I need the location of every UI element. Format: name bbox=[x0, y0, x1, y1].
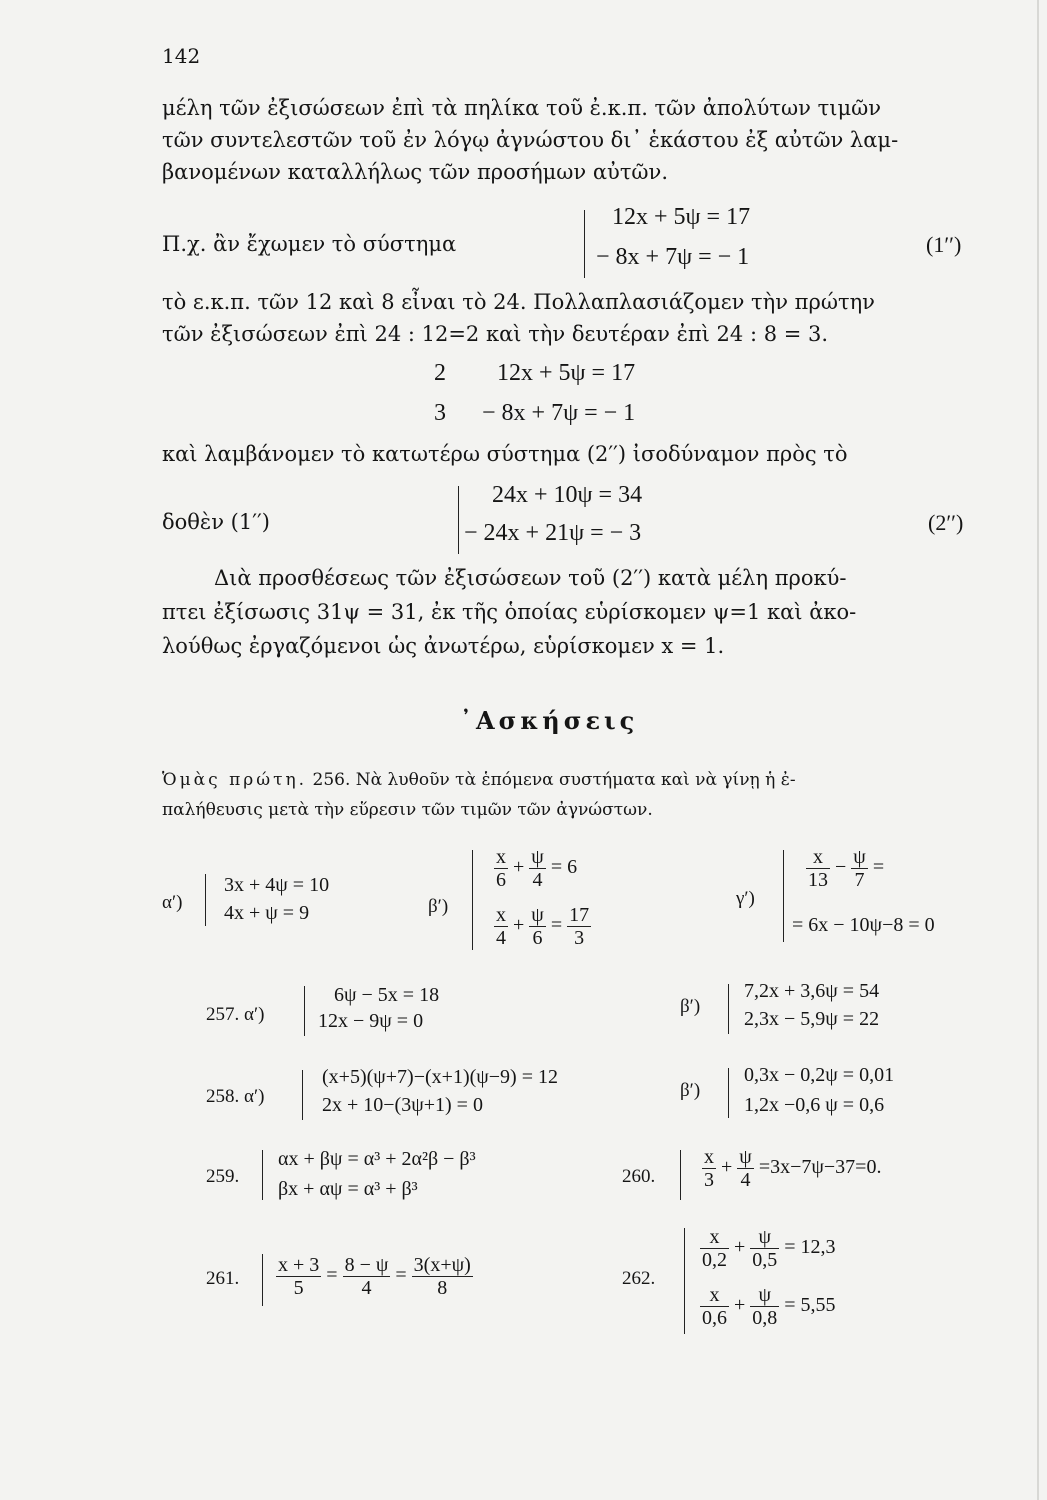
mult-eq-2: − 8x + 7ψ = − 1 bbox=[482, 400, 636, 426]
para4-line-3: λούθως ἐργαζόμενοι ὡς ἀνωτέρω, εὑρίσκομεν x = 1. bbox=[162, 634, 725, 658]
ex258-b-eq2: 1,2x −0,6 ψ = 0,6 bbox=[744, 1094, 885, 1116]
b2-den2: 6 bbox=[532, 927, 543, 949]
ex259-label: 259. bbox=[206, 1166, 240, 1187]
section-heading: ᾽Ασκήσεις bbox=[460, 706, 639, 735]
g1-num1: x bbox=[806, 846, 830, 869]
ex262-r1-n1: x bbox=[700, 1226, 729, 1249]
ex256-g-brace bbox=[783, 850, 784, 942]
ex256-b-brace bbox=[472, 850, 473, 950]
ex262-r2-d2: 0,8 bbox=[752, 1307, 778, 1329]
example2-label: δοθὲν (1′′) bbox=[162, 510, 270, 534]
g1-rhs: = bbox=[872, 856, 885, 879]
ex259-brace bbox=[262, 1150, 263, 1200]
group-lead: Ὁμὰς πρώτη. bbox=[162, 770, 308, 790]
group-line-1 bbox=[162, 770, 796, 790]
ex261-n3: 3(x+ψ) bbox=[413, 1254, 471, 1276]
ex261-eq: $\frac{x + 3}{5}$ = $\frac{8 - \psi}{4}$ = $\frac{3(x+\psi)}{8}$ bbox=[278, 1254, 471, 1299]
system-eq-2: − 8x + 7ψ = − 1 bbox=[596, 244, 750, 270]
ex257-a-eq1: 6ψ − 5x = 18 bbox=[334, 984, 440, 1006]
ex262-r1-d2: 0,5 bbox=[752, 1249, 778, 1271]
ex262-brace bbox=[684, 1228, 685, 1334]
equation-number: (1′′) bbox=[926, 232, 962, 257]
system-eq-1: 12x + 5ψ = 17 bbox=[612, 204, 751, 230]
ex256-b-label: β′) bbox=[428, 896, 449, 917]
ex258-b-label: β′) bbox=[680, 1080, 701, 1101]
ex261-brace bbox=[262, 1254, 263, 1306]
b2-num1: x bbox=[496, 904, 506, 926]
ex262-r1-d1: 0,2 bbox=[702, 1249, 727, 1271]
ex256-a-brace bbox=[205, 874, 206, 926]
ex262-r1-rhs: = 12,3 bbox=[784, 1236, 836, 1259]
g1-num2: ψ bbox=[853, 846, 866, 868]
ex259-eq1: αx + βψ = α³ + 2α²β − β³ bbox=[278, 1148, 476, 1170]
ex259-eq2: βx + αψ = α³ + β³ bbox=[278, 1178, 418, 1200]
ex260-den2: 4 bbox=[740, 1169, 751, 1191]
b1-num1: x bbox=[496, 846, 506, 868]
ex257-b-eq2: 2,3x − 5,9ψ = 22 bbox=[744, 1008, 880, 1030]
para2-line-1: τὸ ε.κ.π. τῶν 12 καὶ 8 εἶναι τὸ 24. Πολλαπλασιάζομεν τὴν πρώτην bbox=[162, 290, 875, 314]
ex257-a-eq2: 12x − 9ψ = 0 bbox=[318, 1010, 424, 1032]
intro-line-2: τῶν συντελεστῶν τοῦ ἐν λόγῳ ἀγνώστου δι᾽ ἑκάστου ἐξ αὐτῶν λαμ- bbox=[162, 128, 899, 152]
ex256-a-eq1: 3x + 4ψ = 10 bbox=[224, 874, 330, 896]
ex261-d3: 8 bbox=[437, 1277, 448, 1299]
b1-num2: ψ bbox=[531, 846, 544, 868]
multiplier-1: 2 bbox=[434, 360, 446, 386]
ex256-b-eq1: $\frac{x}{6}$ + $\frac{\psi}{4}$ = 6 bbox=[496, 846, 578, 891]
system2-eq-2: − 24x + 21ψ = − 3 bbox=[464, 520, 642, 546]
ex256-b-eq2: $\frac{x}{4}$ + $\frac{\psi}{6}$ = $\frac{17}{3}$ bbox=[496, 904, 590, 949]
system2-brace bbox=[458, 486, 459, 554]
system-brace bbox=[584, 210, 585, 278]
ex258-a-eq1: (x+5)(ψ+7)−(x+1)(ψ−9) = 12 bbox=[322, 1066, 558, 1088]
ex260-label: 260. bbox=[622, 1166, 656, 1187]
b2-num2: ψ bbox=[531, 904, 544, 926]
group-line-2: παλήθευσις μετὰ τὴν εὕρεσιν τῶν τιμῶν τῶν ἀγνώστων. bbox=[162, 800, 653, 820]
ex258-a-eq2: 2x + 10−(3ψ+1) = 0 bbox=[322, 1094, 483, 1116]
b2-den1: 4 bbox=[496, 927, 506, 949]
ex256-g-label: γ′) bbox=[736, 888, 755, 909]
system2-eq-1: 24x + 10ψ = 34 bbox=[492, 482, 643, 508]
ex260-brace bbox=[680, 1150, 681, 1200]
intro-line-1: μέλη τῶν ἐξισώσεων ἐπὶ τὰ πηλίκα τοῦ ἐ.κ.π. τῶν ἀπολύτων τιμῶν bbox=[162, 96, 882, 120]
ex258-a-brace bbox=[302, 1070, 303, 1120]
para3: καὶ λαμβάνομεν τὸ κατωτέρω σύστημα (2′′) ἰσοδύναμον πρὸς τὸ bbox=[162, 442, 848, 466]
ex260-den1: 3 bbox=[704, 1169, 714, 1191]
page-edge bbox=[1037, 0, 1039, 1500]
ex258-b-eq1: 0,3x − 0,2ψ = 0,01 bbox=[744, 1064, 895, 1086]
g1-den2: 7 bbox=[854, 869, 865, 891]
ex261-d2: 4 bbox=[361, 1277, 372, 1299]
ex258-label: 258. α′) bbox=[206, 1086, 265, 1107]
mult-eq-1: 12x + 5ψ = 17 bbox=[497, 360, 636, 386]
ex261-d1: 5 bbox=[293, 1277, 304, 1299]
ex256-a-label: α′) bbox=[162, 892, 183, 913]
ex262-r1-n2: ψ bbox=[750, 1226, 779, 1249]
ex262-eq2: $\frac{x}{0,6}$ + $\frac{\psi}{0,8}$ = 5,55 bbox=[702, 1284, 836, 1329]
ex262-r2-rhs: = 5,55 bbox=[784, 1294, 836, 1317]
ex256-g-eq2: = 6x − 10ψ−8 = 0 bbox=[792, 914, 935, 936]
para4-line-2: πτει ἐξίσωσις 31ψ = 31, ἐκ τῆς ὁποίας εὑρίσκομεν ψ=1 καὶ ἀκο- bbox=[162, 600, 857, 624]
ex262-label: 262. bbox=[622, 1268, 656, 1289]
b1-den2: 4 bbox=[532, 869, 543, 891]
group-rest: 256. Νὰ λυθοῦν τὰ ἑπόμενα συστήματα καὶ νὰ γίνῃ ἡ ἐ- bbox=[312, 770, 796, 790]
ex258-b-brace bbox=[728, 1068, 729, 1118]
para2-line-2: τῶν ἐξισώσεων ἐπὶ 24 : 12=2 καὶ τὴν δευτέραν ἐπὶ 24 : 8 = 3. bbox=[162, 322, 829, 346]
ex260-rest: =3x−7ψ−37=0. bbox=[758, 1156, 882, 1179]
ex262-r2-n2: ψ bbox=[750, 1284, 779, 1307]
ex260-num1: x bbox=[704, 1146, 714, 1168]
page-number: 142 bbox=[162, 44, 201, 68]
ex262-r2-d1: 0,6 bbox=[702, 1307, 727, 1329]
b2-rnum: 17 bbox=[569, 904, 590, 926]
ex257-a-brace bbox=[304, 986, 305, 1036]
ex261-label: 261. bbox=[206, 1268, 240, 1289]
b1-den1: 6 bbox=[496, 869, 506, 891]
ex260-num2: ψ bbox=[739, 1146, 752, 1168]
g1-den1: 13 bbox=[808, 869, 828, 891]
b2-rden: 3 bbox=[574, 927, 585, 949]
multiplier-2: 3 bbox=[434, 400, 446, 426]
para4-line-1: Διὰ προσθέσεως τῶν ἐξισώσεων τοῦ (2′′) κατὰ μέλη προκύ- bbox=[214, 566, 847, 590]
ex261-n1: x + 3 bbox=[278, 1254, 320, 1276]
intro-line-3: βανομένων καταλλήλως τῶν προσήμων αὐτῶν. bbox=[162, 160, 668, 184]
ex260-eq: $\frac{x}{3}$ + $\frac{\psi}{4}$ =3x−7ψ−37=0. bbox=[704, 1146, 882, 1191]
ex257-b-label: β′) bbox=[680, 996, 701, 1017]
ex256-g-eq1: $\frac{x}{13}$ − $\frac{\psi}{7}$ = bbox=[808, 846, 885, 891]
ex257-b-eq1: 7,2x + 3,6ψ = 54 bbox=[744, 980, 880, 1002]
ex257-label: 257. α′) bbox=[206, 1004, 265, 1025]
ex262-eq1: $\frac{x}{0,2}$ + $\frac{\psi}{0,5}$ = 12,3 bbox=[702, 1226, 836, 1271]
ex257-b-brace bbox=[728, 984, 729, 1034]
example-label: Π.χ. ἂν ἔχωμεν τὸ σύστημα bbox=[162, 232, 457, 256]
ex262-r2-n1: x bbox=[700, 1284, 729, 1307]
ex261-n2: 8 − ψ bbox=[344, 1254, 389, 1276]
equation-number-2: (2′′) bbox=[928, 510, 964, 535]
ex256-a-eq2: 4x + ψ = 9 bbox=[224, 902, 310, 924]
b1-rhs: = 6 bbox=[550, 856, 578, 879]
